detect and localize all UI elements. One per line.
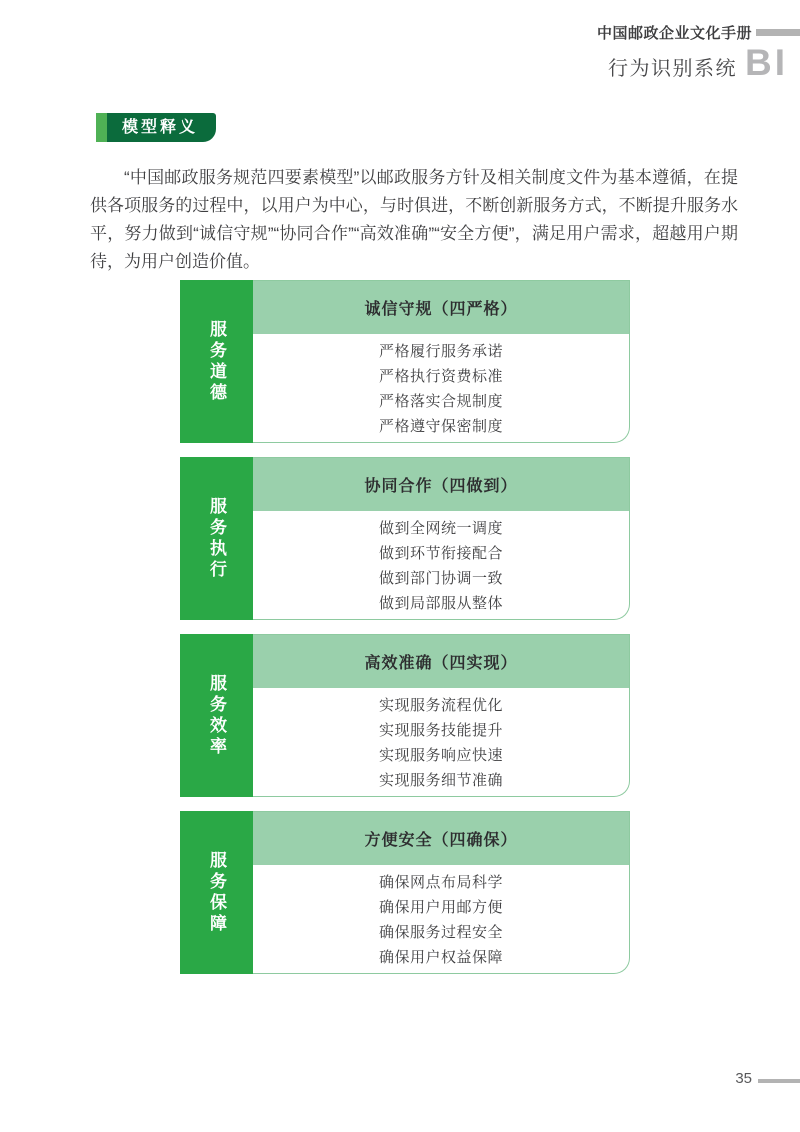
bi-logo: BI — [745, 42, 788, 83]
card-body — [253, 511, 629, 619]
card-body — [253, 865, 629, 973]
card-content — [253, 457, 630, 620]
card-category-sidebar — [180, 811, 253, 974]
card-item: 严格履行服务承诺 — [378, 343, 503, 360]
header-line-2 — [0, 42, 800, 83]
card-item: 确保服务过程安全 — [378, 924, 503, 941]
card-item: 做到环节衔接配合 — [378, 545, 503, 562]
card-category-sidebar — [180, 634, 253, 797]
card-header — [253, 635, 629, 688]
card-category-label: 服务执行 — [207, 496, 226, 581]
header-line-1 — [0, 22, 800, 43]
page-number: 35 — [735, 1070, 752, 1087]
card-title: 高效准确（四实现） — [364, 655, 518, 672]
page-header — [0, 22, 800, 81]
card-body — [253, 334, 629, 442]
header-rule-bar — [756, 29, 800, 36]
card-item: 严格执行资费标准 — [378, 368, 503, 385]
card-category-label: 服务效率 — [207, 673, 226, 758]
card-title: 协同合作（四做到） — [364, 478, 518, 495]
card-category-label: 服务保障 — [207, 850, 226, 935]
card-item: 严格落实合规制度 — [378, 393, 503, 410]
section-title: 行为识别系统 — [608, 58, 737, 80]
model-card — [180, 811, 630, 974]
cards — [180, 280, 630, 988]
card-content — [253, 280, 630, 443]
card-body — [253, 688, 629, 796]
badge-label: 模型释义 — [107, 113, 216, 142]
card-item: 实现服务响应快速 — [378, 747, 503, 764]
card-category-sidebar — [180, 457, 253, 620]
intro-paragraph: “中国邮政服务规范四要素模型”以邮政服务方针及相关制度文件为基本遵循，在提供各项服务的过程中，以用户为中心，与时俱进，不断创新服务方式，不断提升服务水平，努力做到“诚信守规”“协同合作”“高效准确”“安全方便”，满足用户需求，超越用户期待，为用户创造价值。 — [90, 168, 738, 271]
card-item: 实现服务流程优化 — [378, 697, 503, 714]
card-item: 做到局部服从整体 — [378, 595, 503, 612]
handbook-title: 中国邮政企业文化手册 — [596, 25, 752, 42]
card-item: 实现服务细节准确 — [378, 772, 503, 789]
card-title: 方便安全（四确保） — [364, 832, 518, 849]
badge-accent-strip — [96, 113, 107, 142]
model-definition-badge — [96, 113, 216, 142]
card-content — [253, 634, 630, 797]
card-category-sidebar — [180, 280, 253, 443]
card-item: 做到全网统一调度 — [378, 520, 503, 537]
card-header — [253, 812, 629, 865]
card-item: 做到部门协调一致 — [378, 570, 503, 587]
card-item: 实现服务技能提升 — [378, 722, 503, 739]
card-content — [253, 811, 630, 974]
card-category-label: 服务道德 — [207, 319, 226, 404]
card-item: 确保用户权益保障 — [378, 949, 503, 966]
card-item: 确保用户用邮方便 — [378, 899, 503, 916]
card-item: 严格遵守保密制度 — [378, 418, 503, 435]
card-header — [253, 281, 629, 334]
footer-rule-bar — [758, 1079, 800, 1083]
card-title: 诚信守规（四严格） — [364, 301, 518, 318]
card-item: 确保网点布局科学 — [378, 874, 503, 891]
model-card — [180, 634, 630, 797]
model-card — [180, 280, 630, 443]
model-card — [180, 457, 630, 620]
card-header — [253, 458, 629, 511]
